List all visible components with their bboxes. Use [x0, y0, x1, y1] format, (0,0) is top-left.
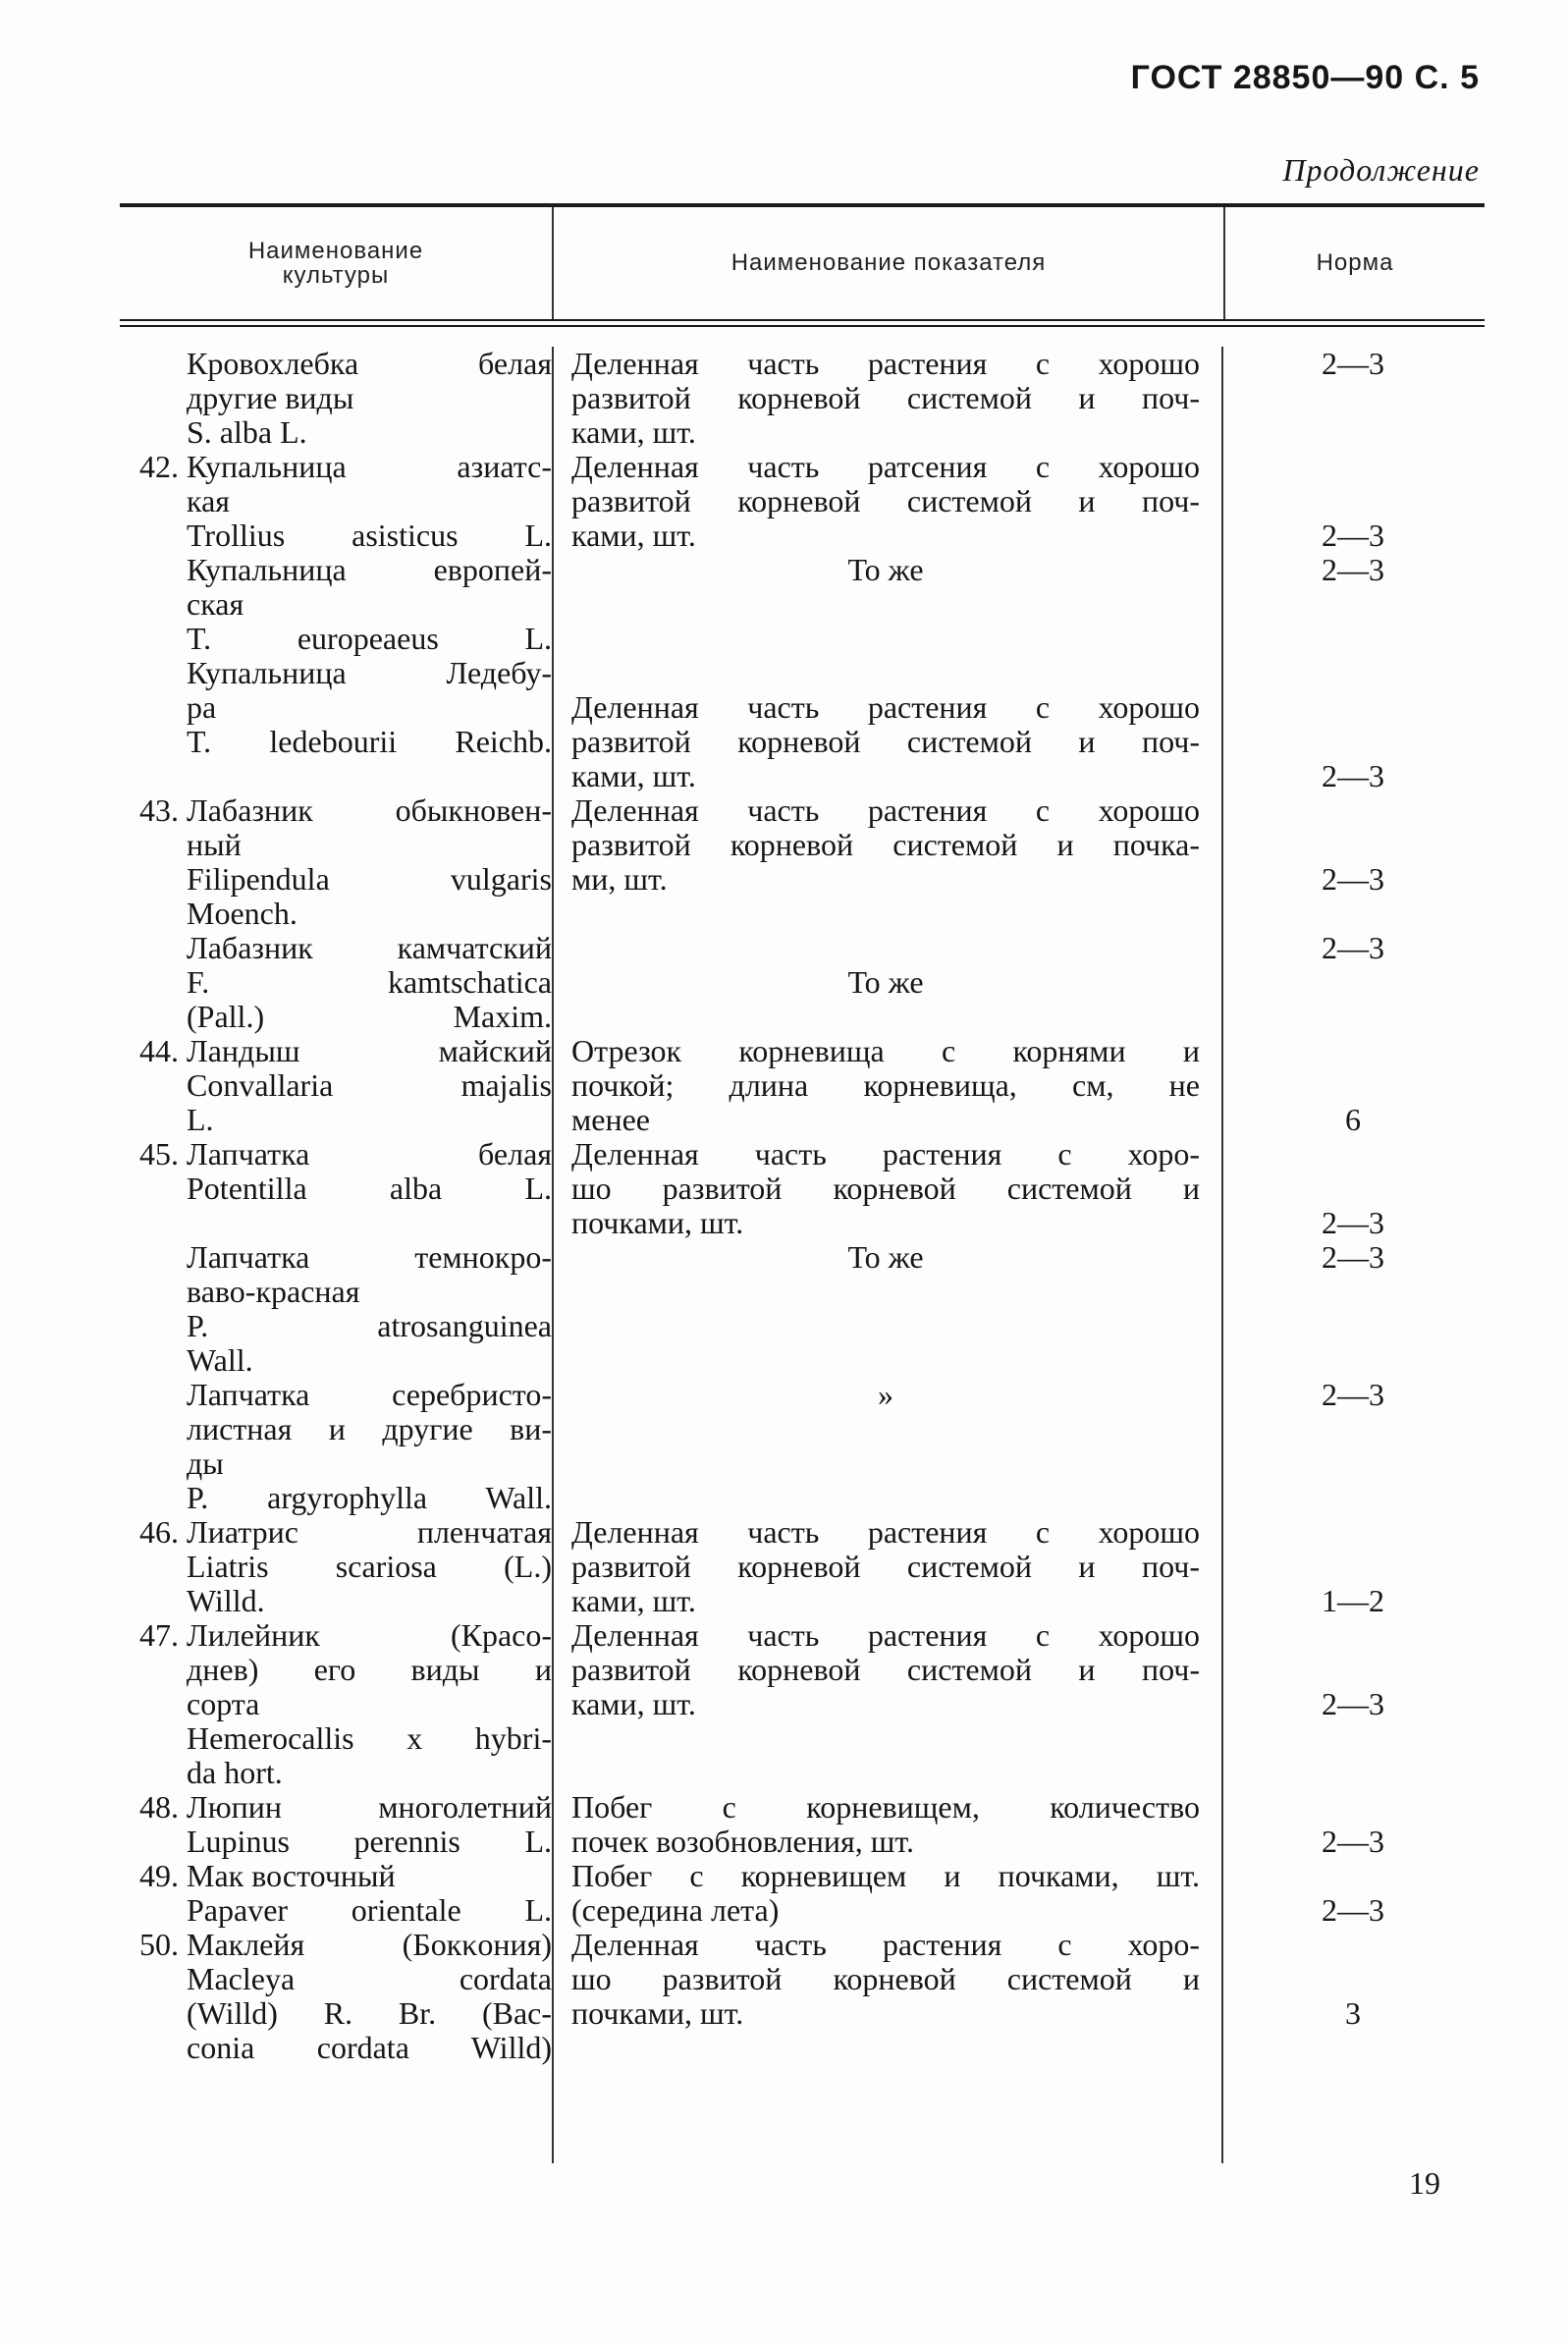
- table-row: [120, 1137, 1485, 1240]
- culture-name-line: L.: [187, 1102, 214, 1137]
- norm-cell: [1221, 347, 1485, 450]
- culture-name-line: Лилейник (Красо-: [187, 1617, 552, 1653]
- column-separator: [552, 347, 554, 2163]
- culture-name: [179, 347, 552, 450]
- indicator-line: ками, шт.: [571, 1583, 696, 1618]
- indicator-line: То же: [847, 964, 924, 1000]
- page-number: 19: [1409, 2165, 1440, 2201]
- culture-name-line: Willd.: [187, 1583, 265, 1618]
- table-row: [120, 1240, 1485, 1378]
- norm-cell: [1221, 1240, 1485, 1378]
- indicator-line: Побег с корневищем и почками, шт.: [571, 1858, 1200, 1893]
- indicator-line: развитой корневой системой и поч-: [571, 1549, 1200, 1584]
- indicator-cell: [552, 1240, 1221, 1378]
- culture-name-line: ный: [187, 827, 242, 862]
- culture-name-line: P. atrosanguinea: [187, 1308, 552, 1343]
- column-header-norm: Норма: [1223, 207, 1485, 319]
- culture-cell: [120, 553, 552, 656]
- norm-cell: [1221, 553, 1485, 656]
- culture-name-line: листная и другие ви-: [187, 1411, 552, 1446]
- norm-value: 3: [1345, 1995, 1361, 2031]
- indicator-cell: [552, 1618, 1221, 1790]
- culture-cell: [120, 1859, 552, 1928]
- culture-name-line: днев) его виды и: [187, 1652, 552, 1687]
- indicator-cell: [552, 931, 1221, 1034]
- column-header-culture-text: Наименование культуры: [247, 237, 424, 289]
- culture-name-line: ваво-красная: [187, 1274, 360, 1309]
- culture-name-line: ра: [187, 689, 217, 725]
- culture-name-line: Papaver orientale L.: [187, 1892, 552, 1928]
- indicator-line: ками, шт.: [571, 414, 696, 450]
- indicator-line: Деленная часть растения с хорошо: [571, 1514, 1200, 1550]
- row-number: 43.: [139, 792, 179, 828]
- culture-name-line: T. europeaeus L.: [187, 621, 552, 656]
- culture-name-line: P. argyrophylla Wall.: [187, 1480, 552, 1515]
- culture-cell: [120, 656, 552, 793]
- culture-name-line: Кровохлебка белая: [187, 346, 552, 381]
- indicator-cell: [552, 450, 1221, 553]
- norm-value: 2—3: [1322, 930, 1384, 965]
- culture-name-line: Купальница азиатс-: [187, 449, 552, 484]
- indicator-line: развитой корневой системой и поч-: [571, 483, 1200, 518]
- indicator-line: развитой корневой системой и почка-: [571, 827, 1200, 862]
- culture-name-line: S. alba L.: [187, 414, 307, 450]
- row-number: [120, 347, 179, 450]
- indicator-cell: [552, 793, 1221, 931]
- culture-name-line: T. ledebourii Reichb.: [187, 724, 552, 759]
- culture-name-line: Trollius asisticus L.: [187, 518, 552, 553]
- indicator-cell: [552, 1515, 1221, 1618]
- indicator-line: [571, 656, 1200, 690]
- culture-cell: [120, 1378, 552, 1515]
- column-header-indicator: Наименование показателя: [552, 207, 1223, 319]
- culture-name-line: ды: [187, 1445, 224, 1481]
- norm-value: 6: [1345, 1102, 1361, 1137]
- culture-name-line: Купальница Ледебу-: [187, 655, 552, 690]
- row-number: [120, 1378, 179, 1515]
- table-row: [120, 450, 1485, 553]
- culture-name: [179, 1859, 552, 1928]
- culture-name-line: Wall.: [187, 1342, 253, 1378]
- table-body: [120, 347, 1485, 2065]
- header-double-rule: [120, 319, 1485, 327]
- norm-cell: [1221, 1618, 1485, 1790]
- culture-name-line: [187, 1206, 552, 1240]
- culture-name: [179, 931, 552, 1034]
- culture-name-line: кая: [187, 483, 230, 518]
- indicator-line: То же: [847, 552, 924, 587]
- culture-name-line: Potentilla alba L.: [187, 1171, 552, 1206]
- culture-name: [179, 1034, 552, 1137]
- indicator-cell: [552, 1928, 1221, 2065]
- row-number: [120, 931, 179, 1034]
- norm-value: 2—3: [1322, 1892, 1384, 1928]
- indicator-line: Отрезок корневища с корнями и: [571, 1033, 1200, 1068]
- culture-name-line: Filipendula vulgaris: [187, 861, 552, 897]
- culture-name-line: Люпин многолетний: [187, 1789, 552, 1825]
- culture-name-line: conia cordata Willd): [187, 2030, 552, 2065]
- row-number: 47.: [139, 1617, 179, 1653]
- table-row: [120, 1618, 1485, 1790]
- indicator-cell: [552, 1790, 1221, 1859]
- culture-name-line: сорта: [187, 1686, 260, 1721]
- table-row: [120, 1515, 1485, 1618]
- indicator-line: развитой корневой системой и поч-: [571, 1652, 1200, 1687]
- norm-value: 2—3: [1322, 518, 1384, 553]
- indicator-line: шо развитой корневой системой и: [571, 1961, 1200, 1996]
- culture-name: [179, 656, 552, 793]
- continuation-label: Продолжение: [1282, 152, 1480, 188]
- indicator-line: Деленная часть растения с хорошо: [571, 689, 1200, 725]
- culture-name-line: ская: [187, 586, 244, 622]
- column-header-culture: [120, 207, 552, 319]
- culture-name-line: Macleya cordata: [187, 1961, 552, 1996]
- indicator-line: Деленная часть растения с хорошо: [571, 792, 1200, 828]
- norm-cell: [1221, 1137, 1485, 1240]
- culture-name: [179, 1515, 552, 1618]
- indicator-line: То же: [847, 1239, 924, 1275]
- culture-name-line: da hort.: [187, 1755, 283, 1790]
- culture-name-line: Liatris scariosa (L.): [187, 1549, 552, 1584]
- culture-name-line: Convallaria majalis: [187, 1067, 552, 1103]
- culture-name: [179, 1137, 552, 1240]
- indicator-line: развитой корневой системой и поч-: [571, 724, 1200, 759]
- culture-name-line: (Pall.) Maxim.: [187, 999, 552, 1034]
- row-number: 49.: [139, 1858, 179, 1893]
- indicator-line: »: [878, 1377, 893, 1412]
- norm-cell: [1221, 793, 1485, 931]
- norms-table: [120, 203, 1485, 2065]
- culture-name: [179, 1928, 552, 2065]
- document-code: ГОСТ 28850—90 С. 5: [1130, 59, 1480, 96]
- culture-cell: [120, 1618, 552, 1790]
- indicator-line: [571, 931, 1200, 965]
- norm-cell: [1221, 1859, 1485, 1928]
- row-number: 48.: [139, 1789, 179, 1825]
- culture-name-line: Лапчатка белая: [187, 1136, 552, 1172]
- indicator-line: развитой корневой системой и поч-: [571, 380, 1200, 415]
- row-number: [120, 656, 179, 793]
- norm-cell: [1221, 1790, 1485, 1859]
- culture-name-line: Лапчатка темнокро-: [187, 1239, 552, 1275]
- row-number: [120, 1240, 179, 1378]
- culture-cell: [120, 1137, 552, 1240]
- norm-value: 2—3: [1322, 1239, 1384, 1275]
- norm-value: 2—3: [1322, 1205, 1384, 1240]
- norm-value: 2—3: [1322, 758, 1384, 793]
- table-row: [120, 931, 1485, 1034]
- culture-name-line: другие виды: [187, 380, 354, 415]
- culture-cell: [120, 450, 552, 553]
- culture-cell: [120, 1034, 552, 1137]
- indicator-line: (середина лета): [571, 1892, 780, 1928]
- row-number: 46.: [139, 1514, 179, 1550]
- culture-cell: [120, 1515, 552, 1618]
- norm-value: 2—3: [1322, 1824, 1384, 1859]
- row-number: 44.: [139, 1033, 179, 1068]
- norm-value: 2—3: [1322, 1377, 1384, 1412]
- culture-name-line: Лабазник обыкновен-: [187, 792, 552, 828]
- indicator-line: Деленная часть растения с хоро-: [571, 1927, 1200, 1962]
- norm-value: 2—3: [1322, 346, 1384, 381]
- row-number: [120, 553, 179, 656]
- culture-name-line: Лапчатка серебристо-: [187, 1377, 552, 1412]
- table-row: [120, 553, 1485, 656]
- norm-cell: [1221, 931, 1485, 1034]
- indicator-line: почек возобновления, шт.: [571, 1824, 914, 1859]
- indicator-cell: [552, 1034, 1221, 1137]
- indicator-line: почками, шт.: [571, 1205, 744, 1240]
- table-row: [120, 656, 1485, 793]
- indicator-line: шо развитой корневой системой и: [571, 1171, 1200, 1206]
- culture-name-line: Мак восточный: [187, 1858, 396, 1893]
- culture-cell: [120, 1928, 552, 2065]
- indicator-cell: [552, 347, 1221, 450]
- culture-cell: [120, 931, 552, 1034]
- table-header: [120, 207, 1485, 319]
- indicator-line: Деленная часть растения с хорошо: [571, 1617, 1200, 1653]
- indicator-line: Деленная часть растения с хорошо: [571, 346, 1200, 381]
- norm-value: 1—2: [1322, 1583, 1384, 1618]
- culture-name: [179, 793, 552, 931]
- culture-name-line: Ландыш майский: [187, 1033, 552, 1068]
- table-row: [120, 1928, 1485, 2065]
- culture-name: [179, 450, 552, 553]
- indicator-cell: [552, 1859, 1221, 1928]
- norm-cell: [1221, 1378, 1485, 1515]
- culture-name-line: Hemerocallis x hybri-: [187, 1720, 552, 1756]
- culture-name-line: Lupinus perennis L.: [187, 1824, 552, 1859]
- culture-name: [179, 1790, 552, 1859]
- table-row: [120, 793, 1485, 931]
- row-number: 50.: [139, 1927, 179, 1962]
- norm-cell: [1221, 1515, 1485, 1618]
- row-number: 45.: [139, 1136, 179, 1172]
- indicator-line: Побег с корневищем, количество: [571, 1789, 1200, 1825]
- row-number: 42.: [139, 449, 179, 484]
- table-row: [120, 1859, 1485, 1928]
- indicator-line: ками, шт.: [571, 1686, 696, 1721]
- norm-value: 2—3: [1322, 1686, 1384, 1721]
- indicator-cell: [552, 1137, 1221, 1240]
- norm-cell: [1221, 1034, 1485, 1137]
- culture-cell: [120, 1240, 552, 1378]
- norm-value: 2—3: [1322, 861, 1384, 897]
- culture-name-line: Маклейя (Бокκония): [187, 1927, 552, 1962]
- indicator-cell: [552, 553, 1221, 656]
- culture-name: [179, 1240, 552, 1378]
- indicator-line: ками, шт.: [571, 758, 696, 793]
- indicator-line: ми, шт.: [571, 861, 668, 897]
- indicator-line: Деленная часть ратсения с хорошо: [571, 449, 1200, 484]
- culture-cell: [120, 347, 552, 450]
- culture-name: [179, 1378, 552, 1515]
- culture-name-line: (Willd) R. Br. (Bac-: [187, 1995, 552, 2031]
- norm-value: 2—3: [1322, 552, 1384, 587]
- table-row: [120, 347, 1485, 450]
- indicator-cell: [552, 1378, 1221, 1515]
- culture-name: [179, 1618, 552, 1790]
- norm-cell: [1221, 1928, 1485, 2065]
- norm-cell: [1221, 450, 1485, 553]
- culture-cell: [120, 793, 552, 931]
- table-row: [120, 1378, 1485, 1515]
- indicator-line: ками, шт.: [571, 518, 696, 553]
- culture-name-line: Moench.: [187, 896, 297, 931]
- indicator-line: менее: [571, 1102, 650, 1137]
- table-row: [120, 1790, 1485, 1859]
- culture-cell: [120, 1790, 552, 1859]
- culture-name: [179, 553, 552, 656]
- indicator-cell: [552, 656, 1221, 793]
- norm-cell: [1221, 656, 1485, 793]
- indicator-line: почками, шт.: [571, 1995, 744, 2031]
- table-row: [120, 1034, 1485, 1137]
- culture-name-line: Лиатрис пленчатая: [187, 1514, 552, 1550]
- culture-name-line: F. kamtschatica: [187, 964, 552, 1000]
- culture-name-line: Купальница европей-: [187, 552, 552, 587]
- culture-name-line: Лабазник камчатский: [187, 930, 552, 965]
- indicator-line: почкой; длина корневища, см, не: [571, 1067, 1200, 1103]
- indicator-line: Деленная часть растения с хоро-: [571, 1136, 1200, 1172]
